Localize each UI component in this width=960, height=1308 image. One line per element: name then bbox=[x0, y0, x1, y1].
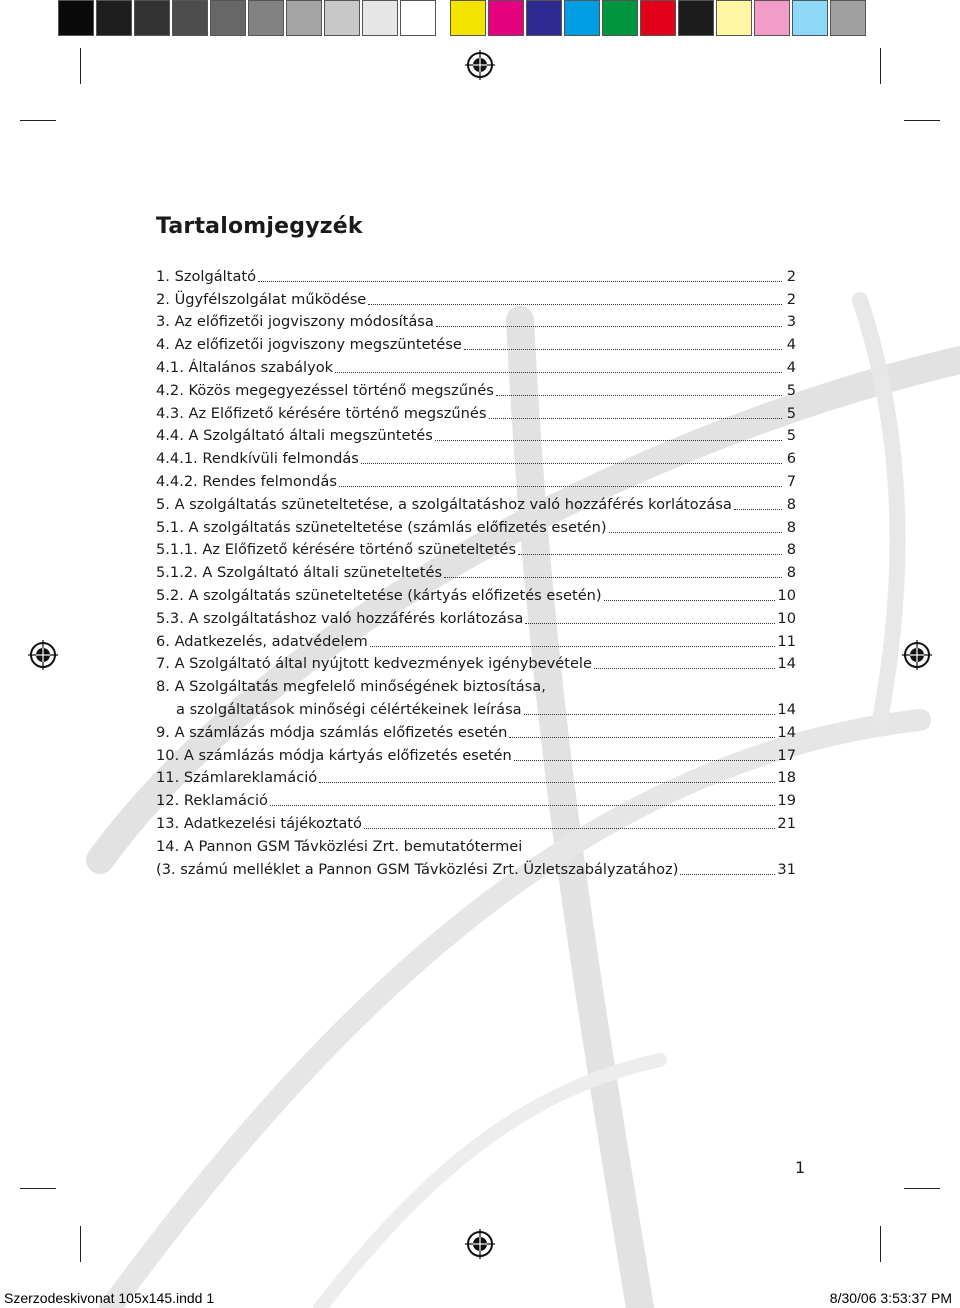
toc-entry bbox=[156, 810, 796, 833]
toc-entry-page: 2 bbox=[786, 267, 796, 285]
toc-entry-page: 4 bbox=[786, 336, 796, 354]
toc-entry-page: 7 bbox=[786, 472, 796, 490]
print-slug bbox=[0, 1286, 960, 1308]
toc-dot-leader bbox=[258, 281, 782, 282]
toc-entry-label: 1. Szolgáltató bbox=[156, 267, 257, 285]
toc-entry-label: 4.2. Közös megegyezéssel történő megszűnés bbox=[156, 381, 494, 399]
toc-entry bbox=[156, 400, 796, 423]
toc-entry-label: 10. A számlázás módja kártyás előfizetés esetén bbox=[156, 746, 512, 764]
toc-dot-leader bbox=[525, 623, 775, 624]
toc-entry-label: 5.1.1. Az Előfizető kérésére történő szüneteltetés bbox=[156, 541, 517, 559]
toc-entry bbox=[156, 833, 796, 856]
toc-entry-page: 5 bbox=[786, 427, 796, 445]
toc-entry-page: 5 bbox=[786, 381, 796, 399]
toc-entry-label: 4.4. A Szolgáltató általi megszüntetés bbox=[156, 427, 433, 445]
toc-entry bbox=[156, 719, 796, 742]
slug-filename: Szerzodeskivonat 105x145.indd 1 bbox=[4, 1290, 215, 1306]
toc-dot-leader bbox=[464, 349, 782, 350]
toc-entry-page: 11 bbox=[777, 632, 796, 650]
toc-entry bbox=[156, 286, 796, 309]
toc-entry-page: 6 bbox=[786, 450, 796, 468]
toc-dot-leader bbox=[734, 509, 782, 510]
toc-entry bbox=[156, 537, 796, 560]
toc-dot-leader bbox=[680, 874, 775, 875]
toc-entry-page: 19 bbox=[777, 792, 796, 810]
toc-entry-page: 8 bbox=[786, 518, 796, 536]
toc-dot-leader bbox=[319, 782, 775, 783]
toc-entry bbox=[156, 856, 796, 879]
crop-mark-bottom-right-v bbox=[880, 1226, 881, 1262]
toc-entry bbox=[156, 423, 796, 446]
toc-entry bbox=[156, 787, 796, 810]
toc-entry-page: 18 bbox=[777, 769, 796, 787]
toc-entry-label: 12. Reklamáció bbox=[156, 792, 268, 810]
toc-entry-label: 4.3. Az Előfizető kérésére történő megszűnés bbox=[156, 404, 487, 422]
toc-dot-leader bbox=[335, 372, 782, 373]
toc-entry-page: 10 bbox=[777, 609, 796, 627]
toc-entry-label: 5.1. A szolgáltatás szüneteltetése (számlás előfizetés esetén) bbox=[156, 518, 607, 536]
toc-dot-leader bbox=[518, 554, 782, 555]
toc-dot-leader bbox=[489, 418, 782, 419]
crop-mark-top-right-v bbox=[880, 48, 881, 84]
toc-entry bbox=[156, 331, 796, 354]
toc-entry bbox=[156, 742, 796, 765]
page-title: Tartalomjegyzék bbox=[156, 214, 363, 239]
toc-entry-label: (3. számú melléklet a Pannon GSM Távközlési Zrt. Üzletszabályzatához) bbox=[156, 860, 679, 878]
toc-entry bbox=[156, 263, 796, 286]
toc-dot-leader bbox=[339, 486, 782, 487]
toc-entry-page: 10 bbox=[777, 586, 796, 604]
toc-entry-page: 14 bbox=[777, 723, 796, 741]
crop-mark-bottom-right-h bbox=[904, 1188, 940, 1189]
toc-entry-label: 6. Adatkezelés, adatvédelem bbox=[156, 632, 368, 650]
toc-entry-label: 7. A Szolgáltató által nyújtott kedvezmények igénybevétele bbox=[156, 655, 592, 673]
toc-entry-label: 5.3. A szolgáltatáshoz való hozzáférés korlátozása bbox=[156, 609, 524, 627]
toc-entry bbox=[156, 696, 796, 719]
toc-entry-label: a szolgáltatások minőségi célértékeinek leírása bbox=[176, 700, 522, 718]
toc-dot-leader bbox=[436, 326, 782, 327]
toc-entry bbox=[156, 514, 796, 537]
toc-entry-label: 13. Adatkezelési tájékoztató bbox=[156, 814, 362, 832]
toc-entry-label: 11. Számlareklamáció bbox=[156, 769, 318, 787]
toc-entry bbox=[156, 582, 796, 605]
toc-entry-page: 17 bbox=[777, 746, 796, 764]
toc-dot-leader bbox=[594, 668, 775, 669]
toc-dot-leader bbox=[361, 463, 782, 464]
toc-entry-page: 21 bbox=[777, 814, 796, 832]
toc-dot-leader bbox=[609, 532, 782, 533]
toc-dot-leader bbox=[496, 395, 782, 396]
slug-timestamp: 8/30/06 3:53:37 PM bbox=[829, 1290, 952, 1306]
toc-entry bbox=[156, 765, 796, 788]
toc-entry-page: 2 bbox=[786, 290, 796, 308]
toc-entry-label: 4.4.1. Rendkívüli felmondás bbox=[156, 450, 359, 468]
toc-entry bbox=[156, 559, 796, 582]
toc-entry-label: 4.4.2. Rendes felmondás bbox=[156, 472, 337, 490]
crop-mark-top-right-h bbox=[904, 120, 940, 121]
toc-entry-label: 14. A Pannon GSM Távközlési Zrt. bemutatótermei bbox=[156, 837, 523, 855]
toc-entry bbox=[156, 673, 796, 696]
toc-dot-leader bbox=[509, 737, 775, 738]
toc-entry-page: 4 bbox=[786, 358, 796, 376]
toc-entry bbox=[156, 468, 796, 491]
toc-entry bbox=[156, 605, 796, 628]
toc-entry-label: 5.2. A szolgáltatás szüneteltetése (kártyás előfizetés esetén) bbox=[156, 586, 602, 604]
toc-entry-label: 2. Ügyfélszolgálat működése bbox=[156, 290, 367, 308]
toc-dot-leader bbox=[270, 805, 775, 806]
toc-entry-label: 5. A szolgáltatás szüneteltetése, a szolgáltatáshoz való hozzáférés korlátozása bbox=[156, 495, 732, 513]
registration-mark-icon bbox=[28, 640, 58, 670]
toc-entry-label: 8. A Szolgáltatás megfelelő minőségének biztosítása, bbox=[156, 678, 546, 696]
toc-entry-page: 31 bbox=[777, 860, 796, 878]
crop-mark-bottom-left-h bbox=[20, 1188, 56, 1189]
registration-mark-icon bbox=[902, 640, 932, 670]
toc-entry-label: 3. Az előfizetői jogviszony módosítása bbox=[156, 313, 434, 331]
toc-entry-label: 5.1.2. A Szolgáltató általi szüneteltetés bbox=[156, 564, 443, 582]
crop-mark-top-left-h bbox=[20, 120, 56, 121]
toc-dot-leader bbox=[514, 760, 776, 761]
toc-dot-leader bbox=[370, 646, 776, 647]
toc-entry bbox=[156, 445, 796, 468]
toc-dot-leader bbox=[368, 304, 782, 305]
toc-entry-page: 8 bbox=[786, 495, 796, 513]
page-number: 1 bbox=[795, 1158, 806, 1177]
toc-entry-page: 14 bbox=[777, 655, 796, 673]
toc-dot-leader bbox=[444, 577, 782, 578]
crop-mark-bottom-left-v bbox=[80, 1226, 81, 1262]
toc-entry-page: 14 bbox=[777, 700, 796, 718]
toc-dot-leader bbox=[364, 828, 776, 829]
registration-mark-icon bbox=[465, 1229, 495, 1259]
toc-entry-page: 5 bbox=[786, 404, 796, 422]
toc-entry-label: 9. A számlázás módja számlás előfizetés esetén bbox=[156, 723, 508, 741]
toc-entry-page: 8 bbox=[786, 541, 796, 559]
toc-dot-leader bbox=[524, 714, 776, 715]
table-of-contents bbox=[156, 263, 796, 879]
toc-entry bbox=[156, 354, 796, 377]
toc-entry-label: 4. Az előfizetői jogviszony megszüntetése bbox=[156, 336, 462, 354]
toc-dot-leader bbox=[435, 440, 782, 441]
toc-entry bbox=[156, 628, 796, 651]
toc-entry bbox=[156, 377, 796, 400]
toc-entry bbox=[156, 491, 796, 514]
crop-mark-top-left-v bbox=[80, 48, 81, 84]
toc-entry-page: 3 bbox=[786, 313, 796, 331]
toc-dot-leader bbox=[604, 600, 776, 601]
registration-mark-icon bbox=[465, 50, 495, 80]
toc-entry-page: 8 bbox=[786, 564, 796, 582]
toc-entry bbox=[156, 651, 796, 674]
toc-entry bbox=[156, 309, 796, 332]
toc-entry-label: 4.1. Általános szabályok bbox=[156, 358, 334, 376]
